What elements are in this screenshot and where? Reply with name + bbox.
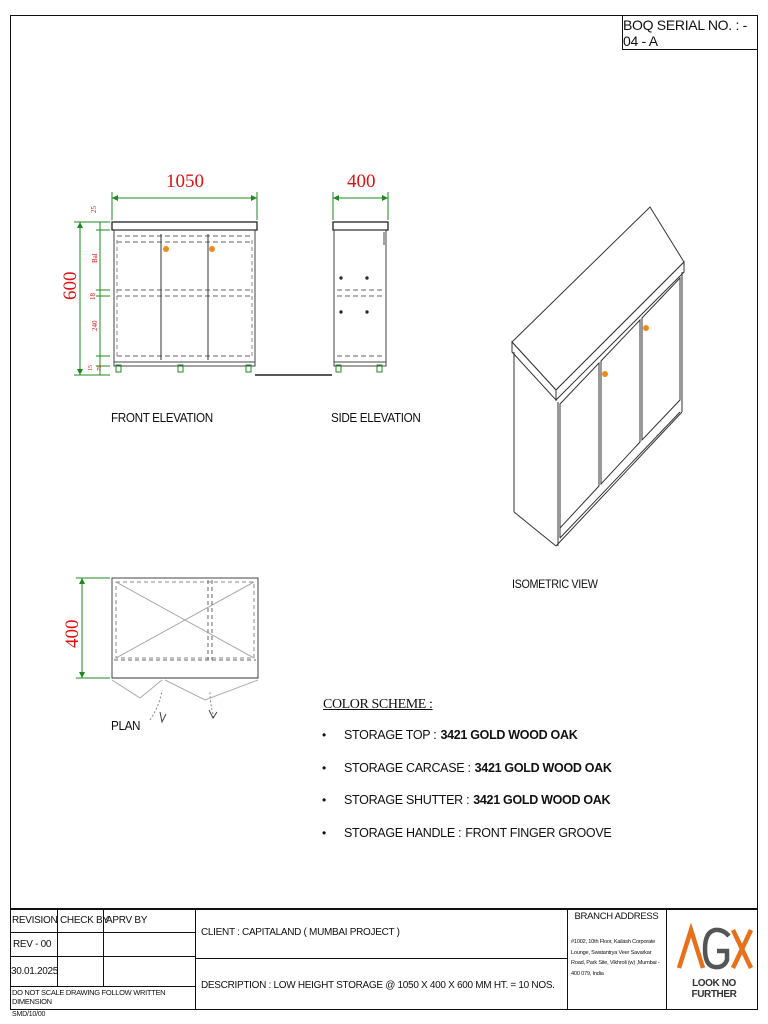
dim-base-b: 75 [97, 365, 103, 371]
dim-shelf-thk: 18 [89, 293, 97, 300]
dim-front-width: 1050 [166, 171, 204, 192]
dim-base-a: 15 [88, 365, 94, 371]
agx-logo [667, 910, 758, 1010]
branch-address: #1002, 10th Floor, Kailash Corporate Lounge, Swatantrya Veer Savarkar Road, Park Site, Vikhroli (w) ,Mumbai - 400 079, India [571, 939, 660, 977]
client-name: CLIENT : CAPITALAND ( MUMBAI PROJECT ) [201, 926, 400, 938]
dim-top-thk: 25 [90, 206, 98, 213]
front-elevation-label: FRONT ELEVATION [111, 410, 213, 425]
check-by-label: CHECK BY [60, 914, 109, 926]
dim-shelf-low: 240 [91, 320, 99, 331]
revision-date: 30.01.2025 [11, 966, 59, 977]
tb-line [195, 958, 567, 959]
dim-plan-depth: 400 [62, 619, 83, 648]
branch-address-label: BRANCH ADDRESS [574, 910, 659, 922]
boq-serial-number: BOQ SERIAL NO. : - 04 - A [622, 16, 758, 50]
dim-height: 600 [60, 271, 81, 300]
side-dimensions [333, 192, 388, 220]
sheet-code: SMD/10/00 [12, 1011, 46, 1018]
dim-side-width: 400 [347, 171, 376, 192]
color-scheme-item: • STORAGE CARCASE : 3421 GOLD WOOD OAK [322, 760, 612, 775]
side-elevation-label: SIDE ELEVATION [331, 410, 421, 425]
color-scheme-title: COLOR SCHEME : [323, 697, 433, 712]
plan-drawing [112, 578, 258, 722]
color-scheme-item: • STORAGE SHUTTER : 3421 GOLD WOOD OAK [322, 793, 611, 807]
agx-tagline: LOOK NO FURTHER [691, 978, 737, 1000]
scale-note: DO NOT SCALE DRAWING FOLLOW WRITTEN DIMENSION [12, 988, 166, 1006]
side-elevation-drawing [333, 222, 388, 372]
color-scheme-list [322, 728, 612, 858]
isometric-drawing [512, 207, 684, 546]
description: DESCRIPTION : LOW HEIGHT STORAGE @ 1050 X 400 X 600 MM HT. = 10 NOS. [201, 979, 555, 991]
front-elevation-drawing [112, 222, 332, 375]
tb-line [195, 908, 196, 1010]
color-scheme-item: • STORAGE HANDLE : FRONT FINGER GROOVE [322, 825, 612, 840]
revision-value: REV - 00 [13, 938, 52, 950]
revision-label: REVISION [12, 914, 58, 926]
agx-logo-mark [667, 910, 758, 980]
aprv-by-label: APRV BY [106, 914, 148, 926]
agx-logo-text [667, 985, 668, 986]
plan-label: PLAN [111, 718, 141, 733]
front-dimensions [74, 192, 257, 375]
isometric-view-label: ISOMETRIC VIEW [512, 577, 598, 591]
dim-shelf-top: Bal [91, 253, 99, 263]
tb-line [567, 908, 568, 1010]
color-scheme-item: • STORAGE TOP : 3421 GOLD WOOD OAK [322, 728, 578, 742]
